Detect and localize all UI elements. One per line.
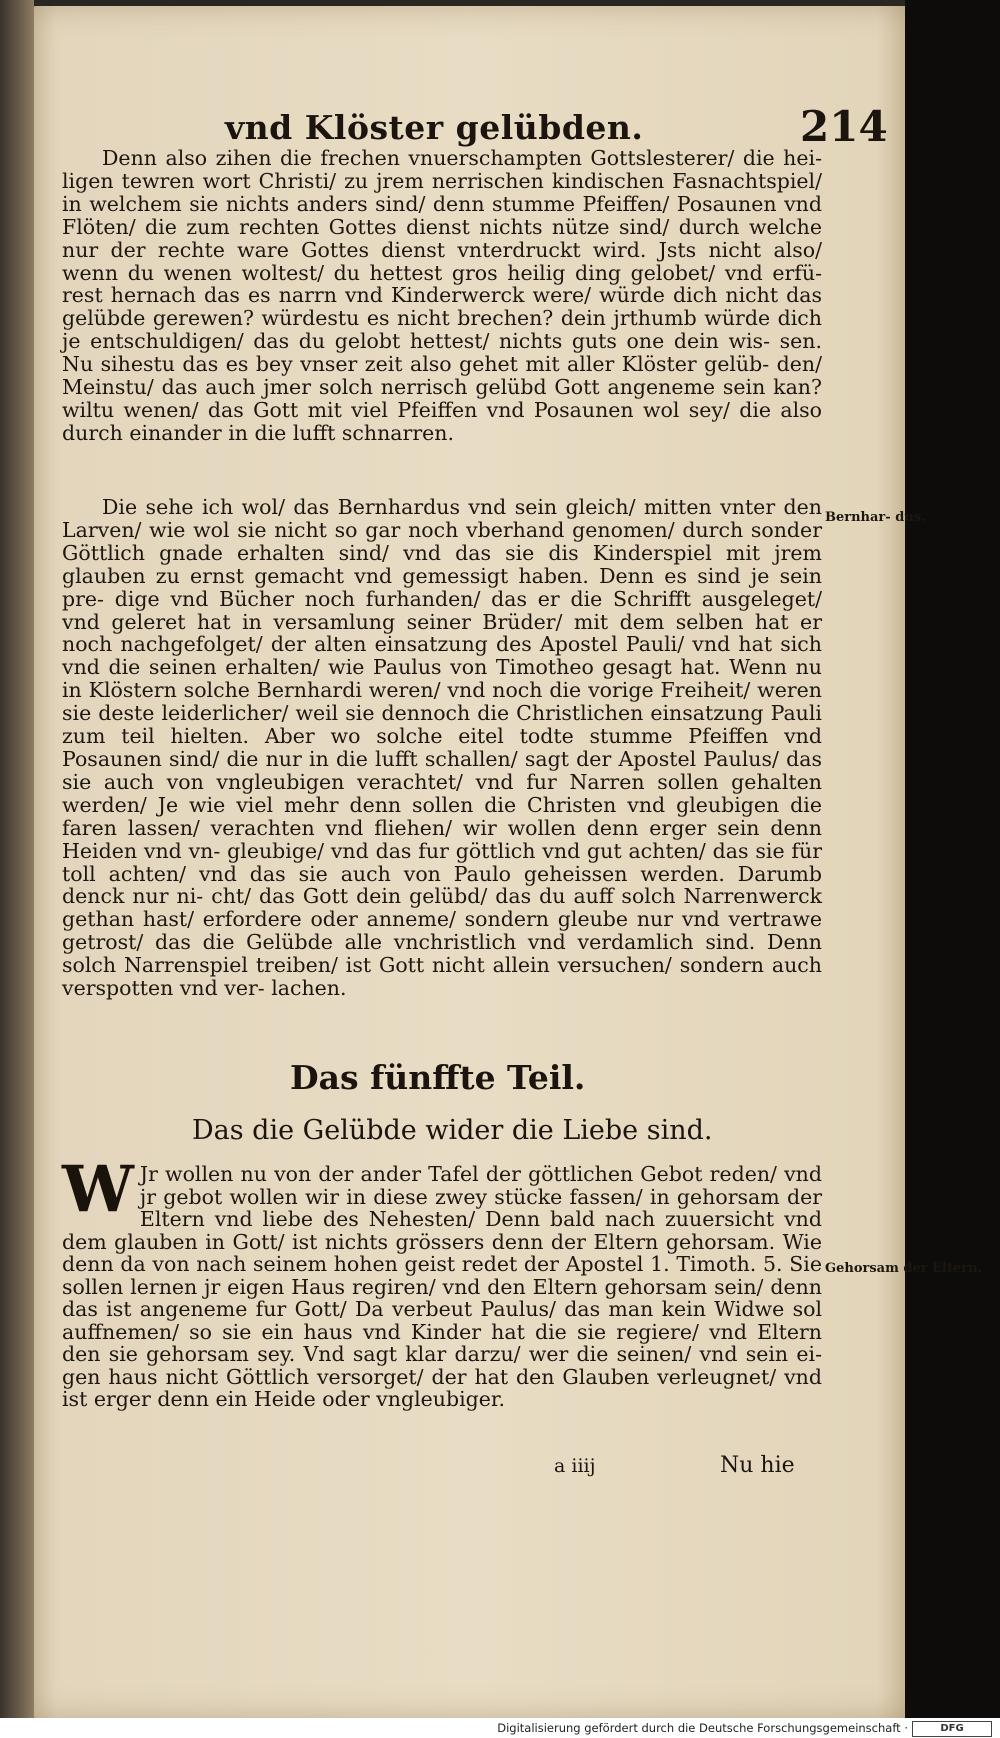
marginal-note-gehorsam: Gehorsam der Eltern. [825,1261,983,1276]
dfg-logo: DFG [912,1721,992,1737]
folio-number: 214 [800,102,888,151]
marginal-note-bernhardus: Bernhar- dus. [825,510,926,525]
page-fore-edge [905,0,1000,1718]
paragraph-2-text: Die sehe ich wol/ das Bernhardus vnd sein gleich/ mitten vnter den Larven/ wie wol sie nicht so gar noch vberhand genomen/ durch sonder Göttlich gnade erhalten sind/ vnd das sie dis Kinderspiel mit jrem glauben zu ernst gemacht vnd gemessigt haben. Denn es sind je sein pre- dige vnd Bücher noch furhanden/ das er die Schrifft ausgeleget/ vnd geleret hat in versamlung seiner Brüder/ mit dem selben hat er noch nachgefolget/ der alten einsatzung des Apostel Pauli/ vnd hat sich vnd die seinen erhalten/ wie Paulus von Timotheo gesagt hat. Wenn nu in Klöstern solche Bernhardi weren/ vnd noch die vorige Freiheit/ weren sie deste leiderlicher/ weil sie dennoch die Christlichen einsatzung Pauli zum teil hielten. Aber wo solche eitel todte stumme Pfeiffen vnd Posaunen sind/ die nur in die lufft schallen/ sagt der Apostel Paulus/ das sie auch von vngleubigen verachtet/ vnd fur Narren sollen gehalten werden/ Je wie viel mehr denn sollen die Christen vnd gleubigen die faren lassen/ verachten vnd fliehen/ wir wollen denn erger sein denn Heiden vnd vn- gleubige/ vnd das fur göttlich vnd gut achten/ das sie für toll achten/ vnd das sie auch von Paulo geheissen werden. Darumb denck nur ni- cht/ das Gott dein gelübd/ das du auff solch Narrenwerck gethan hast/ erfordere oder anneme/ sondern gleube nur vnd vertrawe getrost/ das die Gelübde alle vnchristlich vnd verdamlich sind. Denn solch Narrenspiel treiben/ ist Gott nicht allein versuchen/ sondern auch verspotten vnd ver- lachen. [62,495,822,1001]
running-head: vnd Klöster gelübden. [225,108,644,147]
footer-credit: Digitalisierung gefördert durch die Deutsche Forschungsgemeinschaft · [497,1721,908,1735]
paragraph-1 [62,147,822,445]
paragraph-1-text: Denn also zihen die frechen vnuerschampten Gottslesterer/ die hei- ligen tewren wort Christi/ zu jrem nerrischen kindischen Fasnachtspiel/ in welchem sie nichts anders sind/ denn stumme Pfeiffen/ Posaunen vnd Flöten/ die zum rechten Gottes dienst nichts nütze sind/ durch welche nur der rechte ware Gottes dienst vnterdruckt wird. Jsts nicht also/ wenn du wenen woltest/ du hettest gros heilig ding gelobet/ vnd erfü- rest hernach das es narrn vnd Kinderwerck were/ würde dich nicht das gelübde gerewen? würdestu es nicht brechen? dein jrthumb würde dich je entschuldigen/ das du gelobt hettest/ nichts guts one dein wis- sen. Nu sihestu das es bey vnser zeit also gehet mit aller Klöster gelüb- den/ Meinstu/ das auch jmer solch nerrisch gelübd Gott angeneme sein kan? wiltu wenen/ das Gott mit viel Pfeiffen vnd Posaunen wol sey/ die also durch einander in die lufft schnarren. [62,146,822,445]
drop-cap: W [62,1152,134,1227]
signature-mark: a iiij [554,1455,596,1477]
binding-strip [0,0,34,1718]
paragraph-2 [62,496,822,1000]
catchword: Nu hie [720,1453,795,1478]
section-heading: Das fünffte Teil. [290,1058,586,1097]
section-subheading: Das die Gelübde wider die Liebe sind. [192,1115,713,1146]
paragraph-3-text: Jr wollen nu von der ander Tafel der göttlichen Gebot reden/ vnd jr gebot wollen wir in diese zwey stücke fassen/ in gehorsam der Eltern vnd liebe des Nehesten/ Denn bald nach zuuersicht vnd dem glauben in Gott/ ist nichts grössers denn der Eltern gehorsam. Wie denn da von nach seinem hohen geist redet der Apostel 1. Timoth. 5. Sie sollen lernen jr eigen Haus regiren/ vnd den Eltern gehorsam sein/ denn das ist angeneme fur Gott/ Da verbeut Paulus/ das man kein Widwe sol auffnemen/ so sie ein haus vnd Kinder hat die sie regiere/ vnd Eltern den sie gehorsam sey. Vnd sagt klar darzu/ wer die seinen/ vnd sein ei- gen haus nicht Göttlich versorget/ der hat den Glauben verleugnet/ vnd ist erger denn ein Heide oder vngleubiger. [62,1162,822,1411]
paragraph-3 [62,1152,822,1411]
